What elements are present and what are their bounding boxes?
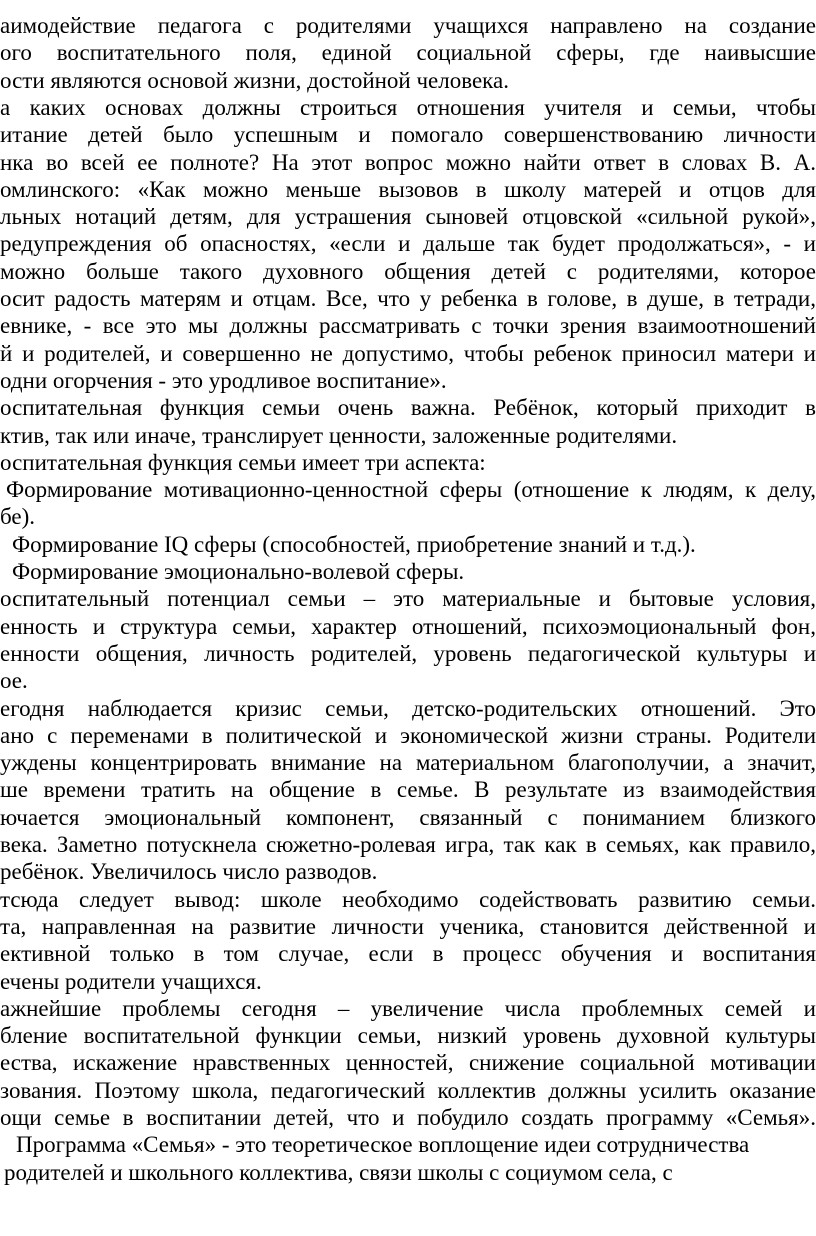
text-line: оспитательная функция семьи очень важна. Ребёнок, который приходит в <box>0 395 816 421</box>
text-line: века. Заметно потускнела сюжетно-ролевая игра, так как в семьях, как правило, <box>0 832 816 857</box>
text-line: ества, искажение нравственных ценностей, снижение социальной мотивации <box>0 1050 816 1076</box>
text-line: ощи семье в воспитании детей, что и побудило создать программу «Семья». <box>0 1105 816 1130</box>
text-line: оспитательный потенциал семьи – это материальные и бытовые условия, <box>0 586 816 612</box>
text-line: омлинского: «Как можно меньше вызовов в школу матерей и отцов для <box>0 176 816 202</box>
text-line: енность и структура семьи, характер отношений, психоэмоциональный фон, <box>0 613 816 639</box>
text-line: одни огорчения - это уродливое воспитание». <box>0 367 447 393</box>
text-line: бе). <box>0 504 36 530</box>
text-line: зования. Поэтому школа, педагогический коллектив должны усилить оказание <box>0 1077 816 1103</box>
text-line: та, направленная на развитие личности ученика, становится действенной и <box>0 913 816 939</box>
text-line: ктив, так или иначе, транслирует ценности, заложенные родителями. <box>0 422 678 448</box>
text-line: Формирование мотивационно-ценностной сферы (отношение к людям, к делу, <box>6 477 816 503</box>
text-line: Формирование эмоционально-волевой сферы. <box>12 559 465 584</box>
text-line: енности общения, личность родителей, уровень педагогической культуры и <box>0 640 816 666</box>
text-line: можно больше такого духовного общения детей с родителями, которое <box>0 258 816 284</box>
text-line: евнике, - все это мы должны рассматривать с точки зрения взаимоотношений <box>0 313 816 339</box>
text-line: редупреждения об опасностях, «если и дальше так будет продолжаться», - и <box>0 231 816 257</box>
text-line: уждены концентрировать внимание на материальном благополучии, а значит, <box>0 750 816 776</box>
text-line: бление воспитательной функции семьи, низкий уровень духовной культуры <box>0 1023 816 1049</box>
text-line: нка во всей ее полноте? На этот вопрос можно найти ответ в словах В. А. <box>0 149 816 175</box>
text-line: ективной только в том случае, если в процесс обучения и воспитания <box>0 941 816 967</box>
text-line: итание детей было успешным и помогало совершенствованию личности <box>0 122 816 148</box>
text-line: ости являются основой жизни, достойной человека. <box>0 67 509 93</box>
text-line: льных нотаций детям, для устрашения сыновей отцовской «сильной рукой», <box>0 204 816 230</box>
text-line: тсюда следует вывод: школе необходимо содействовать развитию семьи. <box>0 886 816 912</box>
text-line: ажнейшие проблемы сегодня – увеличение числа проблемных семей и <box>0 995 816 1021</box>
text-line: ано с переменами в политической и экономической жизни страны. Родители <box>0 722 816 748</box>
text-line: оспитательная функция семьи имеет три аспекта: <box>0 449 486 475</box>
text-line: ючается эмоциональный компонент, связанный с пониманием близкого <box>0 804 816 830</box>
text-line: ше времени тратить на общение в семье. В результате из взаимодействия <box>0 777 816 803</box>
text-line: Формирование IQ сферы (способностей, приобретение знаний и т.д.). <box>12 531 696 557</box>
text-line: ого воспитательного поля, единой социальной сферы, где наивысшие <box>0 40 816 66</box>
text-line: Программа «Семья» - это теоретическое воплощение идеи сотрудничества <box>16 1132 750 1158</box>
text-line: аимодействие педагога с родителями учащихся направлено на создание <box>0 13 816 38</box>
text-line: ое. <box>0 668 28 694</box>
text-line: ребёнок. Увеличилось число разводов. <box>0 859 378 885</box>
text-line: егодня наблюдается кризис семьи, детско-родительских отношений. Это <box>0 695 816 721</box>
text-line: й и родителей, и совершенно не допустимо, чтобы ребенок приносил матери и <box>0 340 816 366</box>
text-line: ечены родители учащихся. <box>0 968 262 994</box>
text-line: осит радость матерям и отцам. Все, что у ребенка в голове, в душе, в тетради, <box>0 286 816 311</box>
text-line: родителей и школьного коллектива, связи школы с социумом села, с <box>4 1159 673 1185</box>
text-line: а каких основах должны строиться отношения учителя и семьи, чтобы <box>0 94 816 120</box>
